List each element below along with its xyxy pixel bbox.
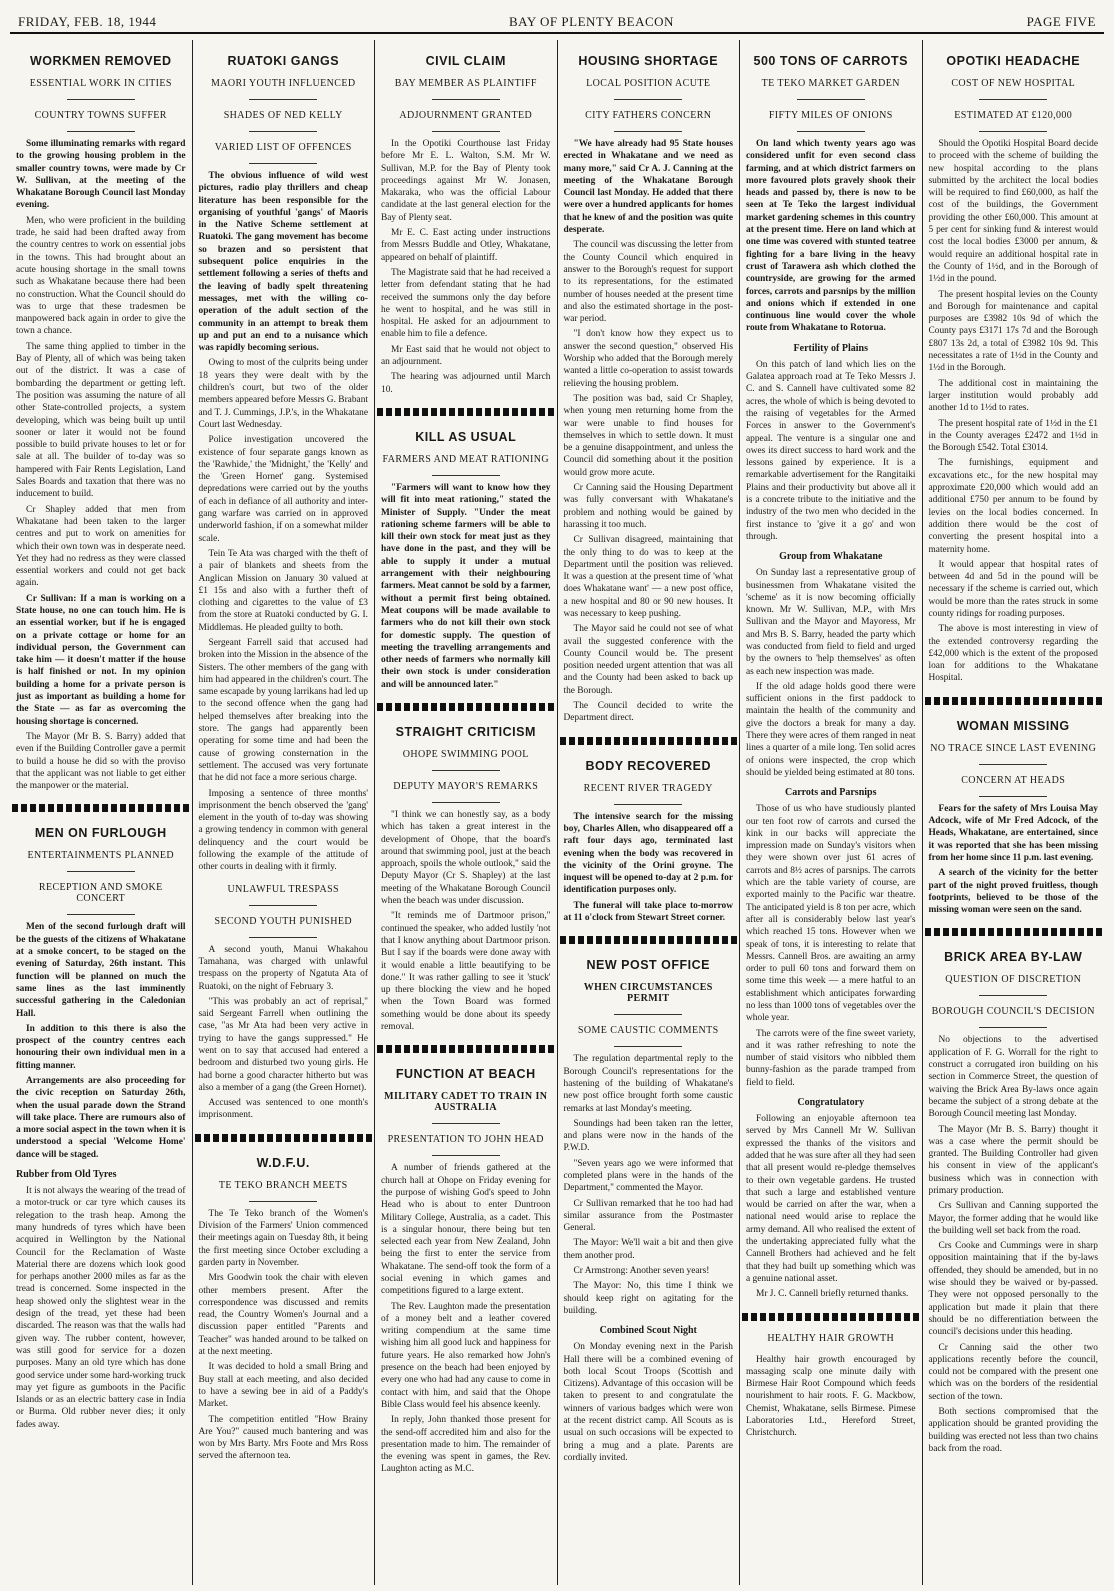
paragraph: Some illuminating remarks with regard to the growing housing problem in the smaller country towns, were made by Cr W. Sullivan, at the meeting of the Whakatane Borough Council last Monday evening. (16, 139, 186, 211)
divider (560, 737, 738, 745)
rule (432, 1155, 500, 1156)
section-head: Fertility of Plains (793, 342, 868, 354)
paragraph: A number of friends gathered at the church hall at Ohope on Friday evening for the purpose of wishing God's speed to John Head who is about to enter Duntroon Military College, Australia, as a cadet. This is a singular honour, there being but ten selected each year from New Zealand, John being the first to enter the service from Whakatane. The send-off took the form of a social evening in which games and competitions figured to a large extent. (381, 1163, 551, 1297)
paragraph: "Farmers will want to know how they will fit into meat rationing," stated the Minister of Supply. "Under the meat rationing scheme farmers will be able to kill their own stock for meat just as they have done in the past, and they will be able to supply it under a mutual arrangement with their neighbouring farmers. Meat cannot be sold by a farmer, without a permit first being obtained. Meat coupons will be made available to farmers who do not kill their own stock for domestic supply. The question of meeting the travelling arrangements and other needs of farmers who normally kill their own stock is under consideration and will be announced later." (381, 482, 551, 690)
rule (979, 796, 1047, 797)
rule (432, 475, 500, 476)
headline-new-post-office: NEW POST OFFICE (586, 958, 710, 973)
subhead: UNLAWFUL TRESPASS (227, 883, 339, 895)
rule (432, 802, 500, 803)
column-2 (193, 40, 376, 1585)
rule (67, 131, 135, 132)
divider (560, 936, 738, 944)
paragraph: In the Opotiki Courthouse last Friday before Mr E. L. Walton, S.M. Mr W. Sullivan, M.P. for the Bay of Plenty took proceedings against Mr W. Jonasen, Makaraka, who was the official Labour candidate at the last general election for the Bay of Plenty seat. (381, 139, 551, 223)
rule (432, 770, 500, 771)
subhead: ESTIMATED AT £120,000 (954, 110, 1073, 121)
paragraph: The same thing applied to timber in the Bay of Plenty, all of which was being taken out of the district. It was a case of bombarding the department or getting left. The position was assuming the nature of all other State-controlled projects, a system developing, which was being built up until sooner or later it would not be found possible to build private houses to let or for sale at all. The builder of to-day was so hampered with Fair Rents Legislation, Land Sales Boards and taxation that there was no inducement to build. (16, 341, 186, 500)
section-head: Congratulatory (797, 1097, 865, 1109)
paragraph: The present hospital levies on the County and Borough for maintenance and capital purposes are £3982 10s 9d of which the County pays £3171 17s 7d and the Borough £807 13s 2d, a total of £3982 10s 9d. This necessitates a rate of 1½d in the County and 1½d in the Borough. (928, 289, 1098, 374)
headline-workmen-removed: WORKMEN REMOVED (29, 54, 172, 68)
subhead: SOME CAUSTIC COMMENTS (577, 1025, 719, 1037)
paragraph: The Te Teko branch of the Women's Division of the Farmers' Union commenced their meetings again on Tuesday 8th, it being the first meeting since October excluding a garden party in November. (198, 1208, 368, 1268)
column-6 (923, 40, 1105, 1585)
subhead: ESSENTIAL WORK IN CITIES (29, 78, 172, 89)
subhead: SHADES OF NED KELLY (223, 110, 343, 121)
headline-ruatoki-gangs: RUATOKI GANGS (227, 54, 340, 68)
subhead: ENTERTAINMENTS PLANNED (27, 850, 175, 862)
headline-500-tons-of-carrots: 500 TONS OF CARROTS (753, 54, 908, 68)
paragraph: The intensive search for the missing boy, Charles Allen, who disappeared off a raft four days ago, terminated last evening when the body was recovered in the vicinity of the Orini groyne. The inquest will be opened to-day at 2 p.m. for identification purposes only. (563, 811, 733, 896)
paragraph: Following an enjoyable afternoon tea served by Mrs Cannell Mr W. Sullivan expressed the thanks of the visitors and added that he was sure after all they had seen that all present would re-pledge themselves to their own vegetable gardens. He trusted that such a large and established venture would be carried on after the war, when a national need would arise to replace the army demand. All who realised the extent of the undertaking appreciated fully what the Cannell Brothers had achieved and he felt that they had built up something which was a genuine national asset. (746, 1114, 916, 1284)
rule (432, 99, 500, 100)
divider (377, 703, 555, 711)
subhead: TE TEKO BRANCH MEETS (218, 1179, 348, 1191)
rule (67, 914, 135, 915)
paragraph: Fears for the safety of Mrs Louisa May Adcock, wife of Mr Fred Adcock, of the Heads, Whakatane, are entertained, since it was reported that she has been missing from her home since 11 p.m. last evening. (928, 803, 1098, 863)
paragraph: Crs Cooke and Cummings were in sharp opposition maintaining that if the by-laws offended, they should be amended, but in no wise should they be waived or by-passed. They were not opposed personally to the application but made it plain that there should be no differentiation between the council's decisions under this heading. (928, 1241, 1098, 1338)
paragraph: The council was discussing the letter from the County Council which enquired in answer to the Borough's request for support to its representations, for the estimated number of houses needed at the present time and also the estimated shortage in the post-war period. (563, 240, 733, 325)
subhead: BOROUGH COUNCIL'S DECISION (931, 1006, 1095, 1018)
paragraph: It would appear that hospital rates of between 4d and 5d in the pound will be necessary if the scheme is carried out, which would be more than the rates struck in some county ridings for roading purposes. (928, 559, 1098, 619)
paragraph: The funeral will take place to-morrow at 11 o'clock from Stewart Street corner. (563, 900, 733, 924)
headline-brick-area-by-law: BRICK AREA BY-LAW (944, 950, 1083, 965)
masthead (10, 8, 1104, 34)
column-4 (558, 40, 741, 1585)
rule (797, 99, 865, 100)
paragraph: Both sections compromised that the application should be granted providing the building was erected not less than two chains back from the road. (928, 1407, 1098, 1454)
newspaper-title: BAY OF PLENTY BEACON (509, 14, 674, 29)
paragraph: "I don't know how they expect us to answer the second question," observed His Worship who added that the Borough merely wanted a little co-operation to assist towards relieving the housing problem. (563, 329, 733, 389)
paragraph: In addition to this there is also the prospect of the country centres each honouring their own individual men in a fitting manner. (16, 1023, 186, 1071)
subhead: WHEN CIRCUMSTANCES PERMIT (583, 982, 713, 1005)
rule (614, 1014, 682, 1015)
rule (249, 131, 317, 132)
divider (925, 697, 1103, 705)
subhead: FIFTY MILES OF ONIONS (768, 110, 893, 121)
paragraph: Crs Sullivan and Canning supported the Mayor, the former adding that he would like the building well set back from the road. (928, 1201, 1098, 1236)
paragraph: The Magistrate said that he had received a letter from defendant stating that he had received the summons only the day before he went to hospital, and he was still in hospital. He asked for an adjournment to enable him to file a defence. (381, 267, 551, 340)
paragraph: Men of the second furlough draft will be the guests of the citizens of Whakatane at a smoke concert, to be staged on the evening of Saturday, 26th instant. This function will be planned on much the same lines as the last imminently successful gathering in the Caledonian Hall. (16, 922, 186, 1019)
paragraph: Should the Opotiki Hospital Board decide to proceed with the scheme of building the new hospital according to the plans submitted by the architect the local bodies will be required to find £60,000, as half the cost of the buildings, the Government providing the other £60,000. This amount at 5 per cent for sinking fund & interest would cost the local bodies £3000 per annum, & would require an additional hospital rate in the County of 1½d, and in the Borough of 1½d in the pound. (928, 139, 1098, 285)
paragraph: The Mayor: We'll wait a bit and then give them another prod. (563, 1238, 733, 1261)
paragraph: The position was bad, said Cr Shapley, when young men returning home from the war were unable to find houses for themselves in which to settle down. It must be a genuine disappointment, and unless the Council did something about it the position would grow more acute. (563, 393, 733, 478)
paragraph: "We have already had 95 State houses erected in Whakatane and we need as many more," said Cr A. J. Canning at the meeting of the Whakatane Borough Council last Monday. He added that there were over a hundred applicants for homes that he knew of and the position was quite desperate. (563, 139, 733, 236)
subhead: QUESTION OF DISCRETION (945, 974, 1082, 986)
rule (67, 99, 135, 100)
paragraph: The Council decided to write the Department direct. (563, 701, 733, 724)
headline-men-on-furlough: MEN ON FURLOUGH (34, 826, 167, 841)
paragraph: On Monday evening next in the Parish Hall there will be a combined evening of both local Scout Troops (Scottish and Citizens). Advantage of this occasion will be taken to present to and congratulate the winners of various badges which were won at the recent district camp. All Scouts as is usual on such occasions will be expected to bring a mug and a plate. Parents are cordially invited. (563, 1342, 733, 1463)
subhead: RECEPTION AND SMOKE CONCERT (38, 882, 163, 905)
paragraph: In reply, John thanked those present for the send-off accredited him and also for the presentation made to him. The remainder of the evening was spent in games, the Rev. Laughton acting as M.C. (381, 1415, 551, 1475)
paragraph: Arrangements are also proceeding for the civic reception on Saturday 26th, when the usual parade down the Strand will take place. There are rumours also of a more social aspect in the town when it is understood a special 'Welcome Home' dance will be staged. (16, 1076, 186, 1160)
divider (195, 1134, 373, 1142)
headline-function-at-beach: FUNCTION AT BEACH (395, 1067, 536, 1082)
paragraph: The Mayor (Mr B. S. Barry) thought it was a case where the permit should be granted. The Building Controller had given his consent in view of the applicant's business which was in connection with primary production. (928, 1124, 1098, 1196)
paragraph: The Mayor: No, this time I think we should keep right on agitating for the building. (563, 1281, 733, 1316)
rule (614, 99, 682, 100)
subhead: LOCAL POSITION ACUTE (586, 78, 711, 89)
subhead: NO TRACE SINCE LAST EVENING (930, 742, 1097, 754)
rule (432, 1123, 500, 1124)
paragraph: "This was probably an act of reprisal," said Sergeant Farrell when outlining the case, "as Mr Ata had been very active in trying to have the gangs suppressed." He went on to say that accused had entered a bedroom and disturbed two young girls. He had borne a good character hitherto but was also a member of a gang (the Green Hornet). (198, 996, 368, 1093)
column-1 (10, 40, 193, 1585)
paragraph: The above is most interesting in view of the extended controversy regarding the £42,000 which is the extent of the proposed loan for additions to the Whakatane Hospital. (928, 624, 1098, 684)
paragraph: The furnishings, equipment and excavations etc., for the new hospital may approximate £20,000 which would add an additional £750 per annum to be found by levies on the local bodies concerned. In addition there would be the cost of converting the present hospital into a maternity home. (928, 458, 1098, 555)
headline-housing-shortage: HOUSING SHORTAGE (578, 54, 719, 68)
rule (797, 131, 865, 132)
headline-body-recovered: BODY RECOVERED (585, 758, 712, 773)
paragraph: The additional cost in maintaining the larger institution would probably add another 1d to 1½d to rates. (928, 378, 1098, 414)
issue-date: FRIDAY, FEB. 18, 1944 (18, 14, 157, 29)
paragraph: Cr Shapley added that men from Whakatane had been taken to the larger centres and put to work on amenities for which their own town was in desperate need. Yet they had no redress as they were classed essential workers and could not get back again. (16, 504, 186, 589)
rule (249, 1201, 317, 1202)
paragraph: Cr Sullivan remarked that he too had had similar assurance from the Postmaster General. (563, 1198, 733, 1234)
paragraph: Cr Armstrong: Another seven years! (573, 1266, 710, 1277)
divider (925, 928, 1103, 936)
subhead: PRESENTATION TO JOHN HEAD (387, 1134, 544, 1146)
paragraph: "It reminds me of Dartmoor prison," continued the speaker, who added lustily 'not that I know anything about Dartmoor prison. But I say if the boards were done away with it would enable a little beautifying to be done." It was rather galling to see it 'stuck' up there blocking the view and he hoped when the Town Board was formed something would be done about its speedy removal. (381, 911, 551, 1033)
paragraph: The present hospital rate of 1½d in the £1 in the County averages £2472 and 1½d in the Borough £542. Total £3014. (928, 418, 1098, 454)
paragraph: Police investigation uncovered the existence of four separate gangs known as the 'Rawhide,' the 'Midnight,' the 'Kelly' and the 'Green Hornet' gang. Systemised depredations were carried out by the youths of each in defiance of all authority and inter-gang warfare was carried on in approved underworld fashion, if on a somewhat milder scale. (198, 435, 368, 544)
paragraph: A second youth, Manui Whakahou Tamahana, was charged with unlawful trespass on the property of Ngatuta Ata of Ruatoki, on the night of February 3. (198, 944, 368, 992)
paragraph: Mr J. C. Cannell briefly returned thanks. (756, 1289, 909, 1300)
rule (67, 871, 135, 872)
paragraph: On Sunday last a representative group of businessmen from Whakatane visited the 'scheme' as it is now becoming officially known. Mr W. Sullivan, M.P., with Mrs Sullivan and the Mayor and Mayoress, Mr and Mrs B. S. Barry, headed the party which was conducted from field to field and urged by the owners to 'help themselves' as often as each new inspection was made. (746, 568, 916, 677)
subhead: COST OF NEW HOSPITAL (951, 78, 1076, 89)
divider (377, 408, 555, 416)
subhead: MILITARY CADET TO TRAIN IN AUSTRALIA (384, 1091, 548, 1114)
divider (12, 804, 190, 812)
rule (614, 131, 682, 132)
paragraph: The competition entitled "How Brainy Are You?" caused much bantering and was won by Mrs Barty. Mrs Foote and Mrs Ross served the afternoon tea. (198, 1414, 368, 1462)
rule (249, 937, 317, 938)
section-head: Carrots and Parsnips (785, 787, 877, 799)
subhead: BAY MEMBER AS PLAINTIFF (394, 78, 537, 89)
subhead: HEALTHY HAIR GROWTH (767, 1332, 895, 1344)
headline-wdfu: W.D.F.U. (256, 1155, 310, 1170)
section-head: Group from Whakatane (779, 551, 883, 563)
divider (377, 1045, 555, 1053)
headline-opotiki-headache: OPOTIKI HEADACHE (946, 54, 1081, 68)
rule (979, 764, 1047, 765)
rule (614, 804, 682, 805)
paragraph: Sergeant Farrell said that accused had broken into the Mission in the absence of the Sisters. The other members of the gang with him had appeared in the children's court. The same escapade by young larrikans had led up to the second offence when the gang had helped themselves after breaking into the store. The gangs had apparently been operating for some time and had been the cause of growing consternation in the settlement. The accused was very fortunate that he did not face a more serious charge. (198, 637, 368, 784)
paragraph: On this patch of land which lies on the Galatea approach road at Te Teko Messrs J. C. and S. Cannell have cultivated some 82 acres, the whole of which is being devoted to the raising of vegetables for the Armed Forces in answer to the Government's appeal. The venture is a singular one and owes its direct success to hard work and the lessons gained by experience. It is a remarkable advertisement for the Rangitaiki Plains and their productivity but above all it is a concrete tribute to the initiative and the industry of the two men who decided in the first instance to 'give it a go' and won through. (746, 359, 916, 542)
rule (249, 163, 317, 164)
paragraph: The hearing was adjourned until March 10. (381, 372, 551, 395)
paragraph: On land which twenty years ago was considered unfit for even second class farming, and at which district farmers on more favoured plots gravely shook their heads and passed by, there is now to be seen at Te Teko the largest individual market gardening schemes in this country at the present time. Here on land which at one time was covered with stunted teatree fighting for a bare living in the heavy crust of Tarawera ash which clothed the countryside, are growing for the armed forces, carrots and parsnips by the million and onions which if extended in one continuous line would cover the whole route from Whakatane to Rotorua. (746, 139, 916, 334)
paragraph: Mrs Goodwin took the chair with eleven other members present. After the correspondence was discussed and remits read, the Country Women's Journal and a discussion paper entitled "Parents and Teacher" was handed around to be talked on at the next meeting. (198, 1273, 368, 1358)
paragraph: Those of us who have studiously planted our ten foot row of carrots and cursed the kink in our backs will appreciate the impression made on Sunday's visitors when they were shown over just 61 acres of carrots and 8½ acres of parsnips. The carrots which are the table variety of course, are exported mainly to the Pacific war theatre. The anticipated yield is 8 ton per acre, which after all is considerably below last year's which reached 15 tons. However when we speak of tons, it is interesting to relate that Messrs. Cannell Bros. are awaiting an army order to pull 60 tons and forward them on some time this week — a mere hatful to an establishment which anticipates forwarding no less than 1000 tons of vegetables over the whole year. (746, 804, 916, 1024)
rule (614, 1046, 682, 1047)
paragraph: Owing to most of the culprits being under 18 years they were dealt with by the children's court, but two of the older members appeared before Messrs G. Brabant and T. J. Cummings, J.P.'s, in the Whakatane Court last Wednesday. (198, 358, 368, 430)
subhead: COUNTRY TOWNS SUFFER (34, 110, 167, 121)
rule (249, 99, 317, 100)
subhead: CONCERN AT HEADS (961, 774, 1066, 786)
paragraph: The carrots were of the fine sweet variety, and it was rather refreshing to note the number of staid visitors who nibbled them bunny-fashion as the parade tramped from field to field. (746, 1028, 916, 1088)
paragraph: The Mayor (Mr B. S. Barry) added that even if the Building Controller gave a permit to build a house he did so with the proviso that the applicant was not liable to get either the manpower or the material. (16, 731, 186, 792)
subhead: MAORI YOUTH INFLUENCED (210, 78, 356, 89)
rule (979, 995, 1047, 996)
paragraph: "Seven years ago we were informed that completed plans were in the hands of the Department," commented the Mayor. (563, 1158, 733, 1194)
paragraph: Cr Canning said the Housing Department was fully conversant with Whakatane's problem and nothing would be gained by harassing it too much. (563, 483, 733, 530)
paragraph: Cr Sullivan: If a man is working on a State house, no one can touch him. He is an essential worker, but if he is engaged on a private cottage or home for an individual person, the Government can take him — it doesn't matter if the house is half finished or not. In my opinion building a home for a private person is just as important as building a home for the State — as far as overcoming the housing shortage is concerned. (16, 593, 186, 727)
paragraph: It was decided to hold a small Bring and Buy stall at each meeting, and also decided to have a sewing bee in aid of a Paddy's Market. (198, 1362, 368, 1410)
paragraph: Men, who were proficient in the building trade, he said had been drafted away from the country centres to work on essential jobs in the towns. This had brought about an acute housing shortage in the small towns such as Whakatane because there had been no construction. What the Council should do was to urge that these tradesmen be manpowered back again in order to give the town a chance. (16, 215, 186, 337)
subhead: ADJOURNMENT GRANTED (399, 110, 533, 121)
paragraph: Mr E. C. East acting under instructions from Messrs Buddle and Otley, Whakatane, appeared on behalf of plaintiff. (381, 228, 551, 263)
rule (979, 99, 1047, 100)
headline-civil-claim: CIVIL CLAIM (425, 54, 506, 68)
paragraph: Cr Canning said the other two applications recently before the council, could not be compared with the present one which was on the borders of the residential section of the town. (928, 1342, 1098, 1402)
paragraph: Imposing a sentence of three months' imprisonment the bench observed the 'gang' element in the youth of to-day was showing a growing tendency in common with general delinquency and the court would be following the example of the attitude of other courts in dealing with it firmly. (198, 788, 368, 873)
divider (742, 1313, 920, 1321)
subhead: CITY FATHERS CONCERN (585, 110, 712, 121)
rule (979, 1027, 1047, 1028)
paragraph: Tein Te Ata was charged with the theft of a pair of blankets and sheets from the Anglican Mission on January 30 valued at £1 15s and also with a further theft of clothing and cigarettes to the value of £3 from the store at Ruatoki conducted by G. I. Middlemas. He pleaded guilty to both. (198, 548, 368, 633)
paragraph: Healthy hair growth encouraged by massaging scalp one minute daily with Birmese Hair Root Compound which feeds nourishment to hair roots. F. G. Mackbow, Chemist, Whakatane, sells Birmese. Pimese Laboratories Ltd., Hereford Street, Christchurch. (746, 1354, 916, 1439)
paragraph: The Mayor said he could not see of what avail the suggested conference with the County Council would be. The present position needed urgent attention that was all and the County had been asked to back up the Borough. (563, 624, 733, 696)
paragraph: The obvious influence of wild west pictures, radio play thrillers and cheap literature has been responsible for the organising of youthful 'gangs' of Maoris in the Native Scheme settlement at Ruatoki. The gang movement has become so brazen and so persistent that subsequent police enquiries in the settlement following a series of thefts and the leaving of badly spelt threatening messages, met with the willing co-operation of the adult section of the community in an attempt to break them up and put an end to a nuisance which was rapidly becoming serious. (198, 171, 368, 354)
paragraph: If the old adage holds good there were sufficient onions in the first paddock to maintain the health of the community and give the doctors a break for many a day. There they were acres of them ranged in neat lines a quarter of a mile long. Ten solid acres of onions were inspected, the crop which should be yielded being estimated at 80 tons. (746, 681, 916, 778)
subhead: OHOPE SWIMMING POOL (402, 748, 529, 760)
paragraph: "I think we can honestly say, as a body which has taken a great interest in the development of Ohope, that the board's around that swimming pool, just at the beach approach, spoils the whole outlook," said the Deputy Mayor (Cr S. Shapley) at the last meeting of the Whakatane Borough Council when the beach was under discussion. (381, 809, 551, 907)
subhead: TE TEKO MARKET GARDEN (761, 78, 900, 89)
column-5 (740, 40, 923, 1585)
paragraph: Soundings had been taken ran the letter, and plans were now in the hands of the P.W.D. (563, 1118, 733, 1154)
subhead: DEPUTY MAYOR'S REMARKS (393, 780, 539, 792)
subhead: SECOND YOUTH PUNISHED (214, 915, 352, 927)
rule (249, 905, 317, 906)
rule (432, 131, 500, 132)
paragraph: Mr East said that he would not object to an adjournment. (381, 344, 551, 368)
paragraph: Accused was sentenced to one month's imprisonment. (198, 1098, 368, 1121)
subhead: RECENT RIVER TRAGEDY (583, 782, 713, 794)
headline-woman-missing: WOMAN MISSING (956, 718, 1070, 733)
subhead: FARMERS AND MEAT RATIONING (382, 453, 549, 465)
rule (979, 131, 1047, 132)
section-head: Rubber from Old Tyres (16, 1169, 117, 1181)
paragraph: Cr Sullivan disagreed, maintaining that the only thing to do was to keep at the Department until the position was relieved. It was a question at the present time of 'what does Whakatane want' — a new post office, a new hospital and 80 or 90 new houses. It was necessary to keep pushing. (563, 535, 733, 619)
columns (10, 40, 1104, 1585)
paragraph: It is not always the wearing of the tread of a motor-truck or car tyre which causes its relegation to the trash heap. Among the many hundreds of tyres which have been acquired in Wellington by the National Council for the Reclamation of Waste Material there are dozens which look good for perhaps another 2000 miles as far as the tread is concerned. Some inspected in the heap showed only the slightest wear in the design of the tread, yet these had been discarded. The reason was that the walls had given way. The rubber content, however, was still good for service for a dozen purposes. Many an old tyre which has done good service under some hard-working truck may yet figure as gumboots in the Pacific Islands or as an electric battery case in India or Burma. Old rubber never dies; it only fades away. (16, 1186, 186, 1430)
subhead: VARIED LIST OF OFFENCES (214, 142, 352, 153)
headline-kill-as-usual: KILL AS USUAL (415, 429, 517, 444)
section-head: Combined Scout Night (599, 1325, 697, 1337)
paragraph: The regulation departmental reply to the Borough Council's representations for the hastening of the building of Whakatane's new post office brought forth some caustic remarks at last Monday's meeting. (563, 1054, 733, 1114)
paragraph: No objections to the advertised application of F. G. Worrall for the right to construct a corrugated iron building on his section in Commerce Street, the question of waiving the Brick Area By-laws once again became the subject of a strong debate at the Borough Council meeting last Monday. (928, 1035, 1098, 1120)
paragraph: A search of the vicinity for the better part of the night proved fruitless, though footprints, believed to be those of the missing woman were seen on the sand. (928, 868, 1098, 916)
paragraph: The Rev. Laughton made the presentation of a money belt and a leather covered writing compendium at the same time wishing him all good luck and happiness for future years. He also remarked how John's presence on the beach had been enjoyed by every one who had had any cause to come in contact with him, and said that the Ohope Bible Class would feel his absence keenly. (381, 1301, 551, 1410)
column-3 (375, 40, 558, 1585)
page-number: PAGE FIVE (1026, 14, 1096, 29)
headline-straight-criticism: STRAIGHT CRITICISM (395, 724, 536, 739)
